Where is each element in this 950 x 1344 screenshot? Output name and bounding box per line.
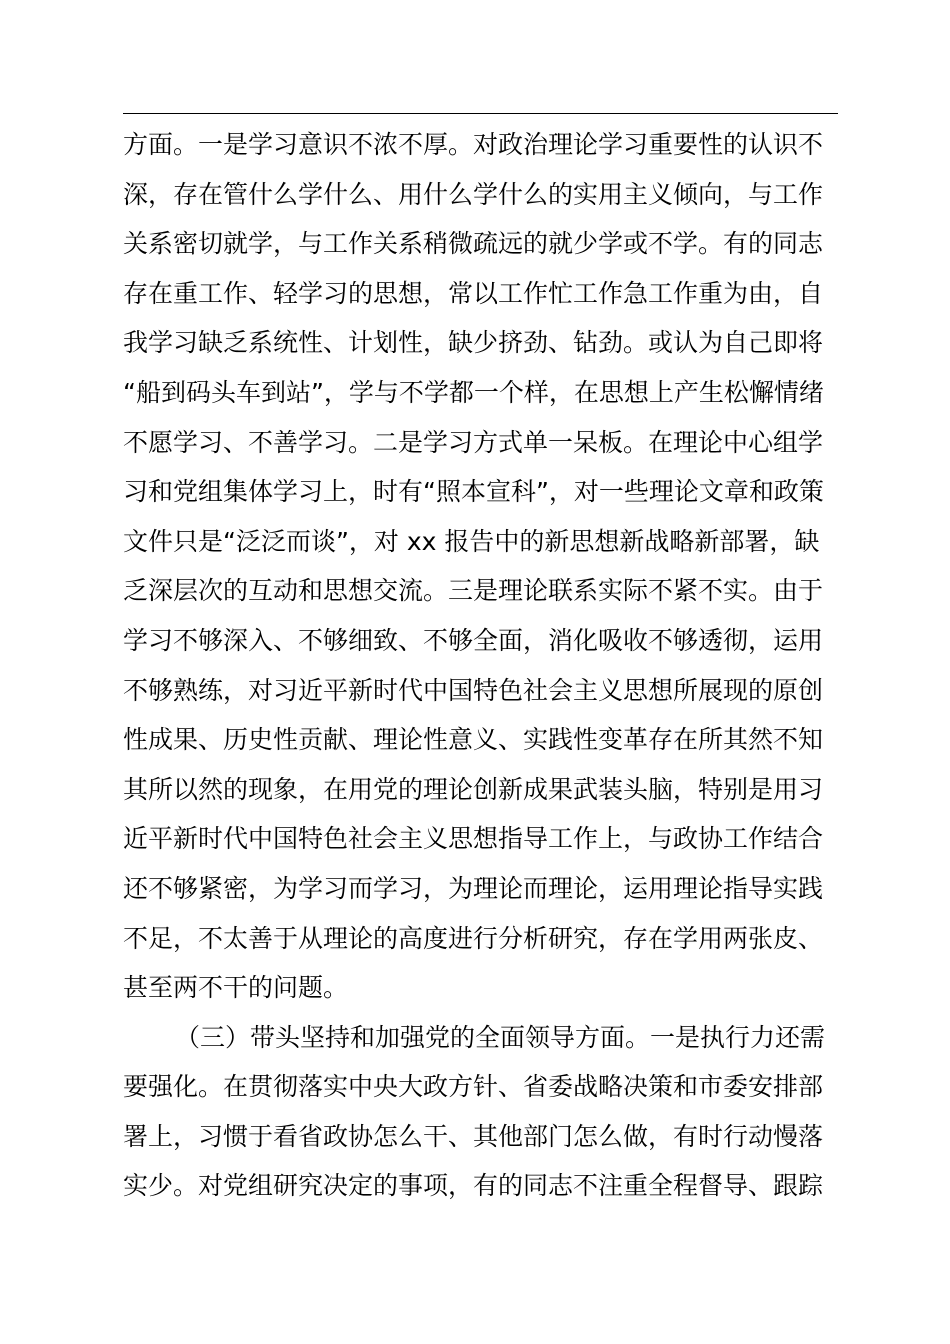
text-line: 要强化。在贯彻落实中央大政方针、省委战略决策和市委安排部 [123, 1072, 824, 1102]
text-line: 深，存在管什么学什么、用什么学什么的实用主义倾向，与工作 [123, 179, 824, 209]
text-line: 其所以然的现象，在用党的理论创新成果武装头脑，特别是用习 [123, 774, 824, 804]
section-heading-line: （三）带头坚持和加强党的全面领导方面。一是执行力还需 [175, 1022, 826, 1052]
text-line: 性成果、历史性贡献、理论性意义、实践性变革存在所其然不知 [123, 725, 824, 755]
text-line: “船到码头车到站”，学与不学都一个样，在思想上产生松懈情绪 [123, 377, 824, 407]
text-line: 我学习缺乏系统性、计划性，缺少挤劲、钻劲。或认为自己即将 [123, 328, 824, 358]
body-text [123, 120, 843, 1211]
text-line: 学习不够深入、不够细致、不够全面，消化吸收不够透彻，运用 [123, 625, 824, 655]
text-line: 不愿学习、不善学习。二是学习方式单一呆板。在理论中心组学 [123, 427, 824, 457]
text-line: 还不够紧密，为学习而学习，为理论而理论，运用理论指导实践 [123, 873, 824, 903]
text-line: 署上，习惯于看省政协怎么干、其他部门怎么做，有时行动慢落 [123, 1121, 824, 1151]
text-line: 不够熟练，对习近平新时代中国特色社会主义思想所展现的原创 [123, 675, 824, 705]
header-rule [123, 113, 838, 114]
text-line: 关系密切就学，与工作关系稍微疏远的就少学或不学。有的同志 [123, 229, 824, 259]
text-line: 不足，不太善于从理论的高度进行分析研究，存在学用两张皮、 [123, 923, 824, 953]
text-line: 乏深层次的互动和思想交流。三是理论联系实际不紧不实。由于 [123, 576, 824, 606]
text-line: 近平新时代中国特色社会主义思想指导工作上，与政协工作结合 [123, 824, 824, 854]
text-line: 方面。一是学习意识不浓不厚。对政治理论学习重要性的认识不 [123, 130, 824, 159]
text-line: 甚至两不干的问题。 [123, 973, 349, 1003]
text-line: 存在重工作、轻学习的思想，常以工作忙工作急工作重为由，自 [123, 278, 824, 308]
text-line: 习和党组集体学习上，时有“照本宣科”，对一些理论文章和政策 [123, 477, 824, 507]
text-line: 文件只是“泛泛而谈”，对 xx 报告中的新思想新战略新部署，缺 [123, 526, 820, 556]
text-line: 实少。对党组研究决定的事项，有的同志不注重全程督导、跟踪 [123, 1171, 824, 1201]
